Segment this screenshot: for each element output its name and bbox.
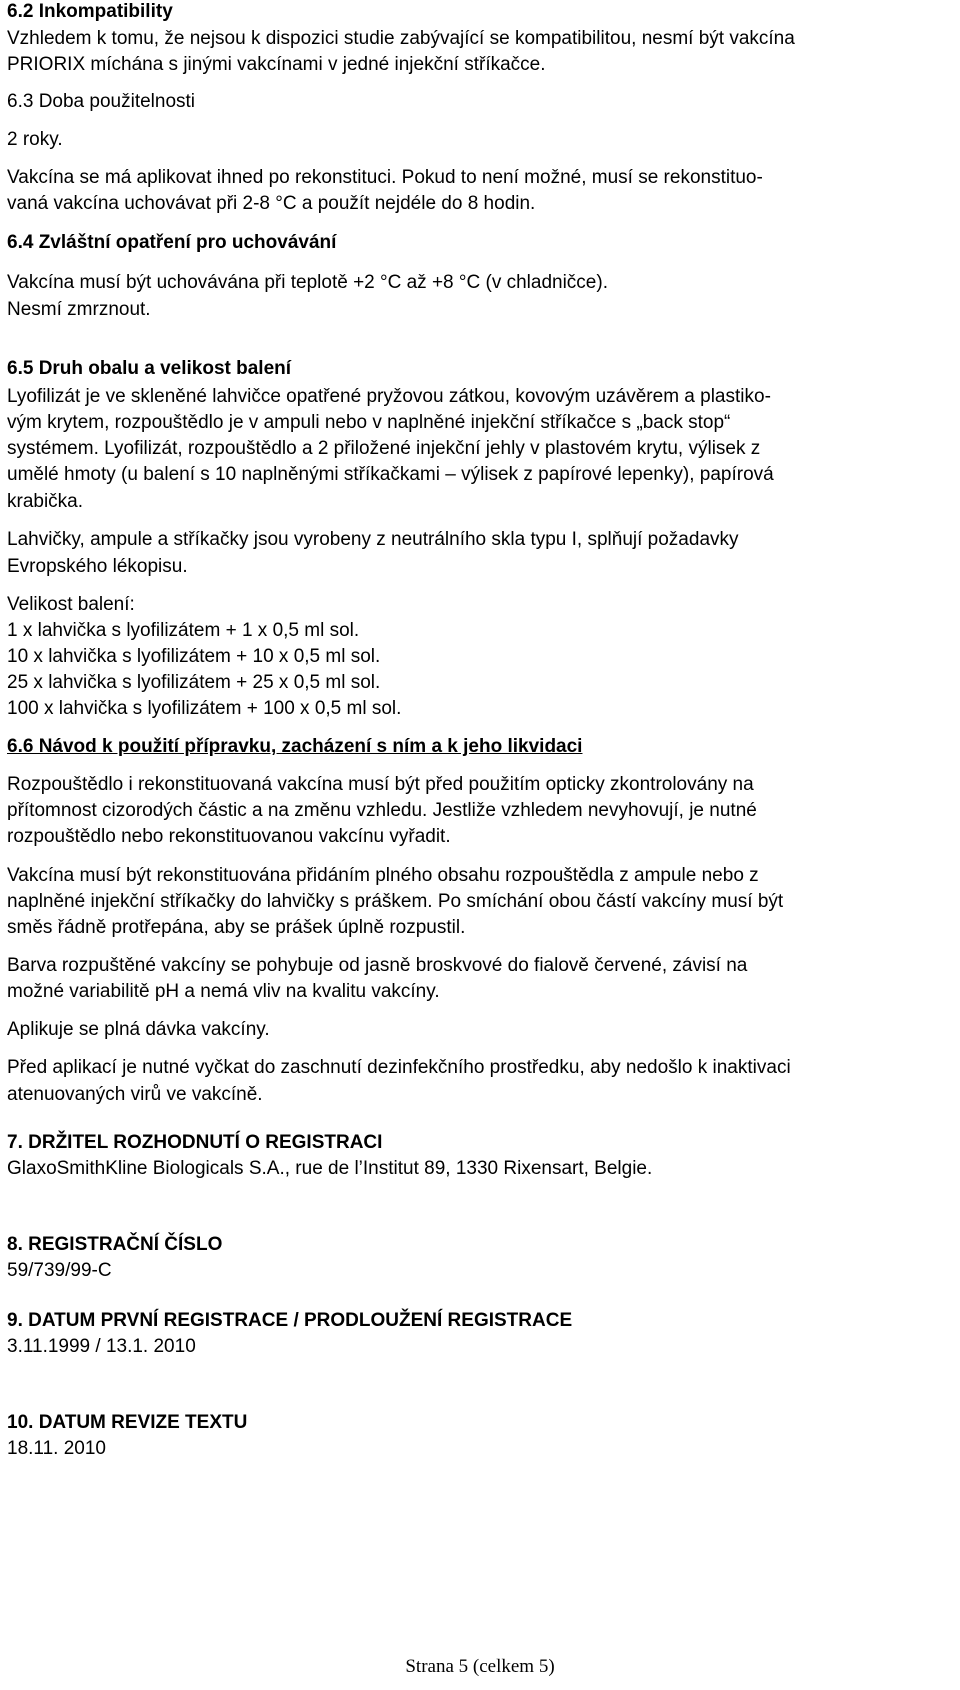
text-line: Barva rozpuštěné vakcíny se pohybuje od jasně broskvové do fialově červené, závisí na [7,955,748,976]
text-line: Aplikuje se plná dávka vakcíny. [7,1019,270,1040]
text-line: Evropského lékopisu. [7,556,188,577]
text-line: Vakcína se má aplikovat ihned po rekonstituci. Pokud to není možné, musí se rekonstituo- [7,167,763,188]
page-footer: Strana 5 (celkem 5) [405,1656,555,1677]
text-line: 18.11. 2010 [7,1438,106,1459]
text-line: 59/739/99-C [7,1260,112,1281]
text-line: směs řádně protřepána, aby se prášek úplně rozpustil. [7,917,466,938]
section-9-heading: 9. DATUM PRVNÍ REGISTRACE / PRODLOUŽENÍ REGISTRACE [7,1310,573,1331]
text-line: atenuovaných virů ve vakcíně. [7,1084,263,1105]
text-line: 2 roky. [7,129,63,150]
text-line: naplněné injekční stříkačky do lahvičky s práškem. Po smíchání obou částí vakcíny musí být [7,891,784,912]
list-item: 1 x lahvička s lyofilizátem + 1 x 0,5 ml sol. [7,620,360,641]
list-item: 100 x lahvička s lyofilizátem + 100 x 0,5 ml sol. [7,698,402,719]
section-6-6-heading: 6.6 Návod k použití přípravku, zacházení s ním a k jeho likvidaci [7,736,583,757]
section-6-2-heading: 6.2 Inkompatibility [7,1,173,22]
list-item: 10 x lahvička s lyofilizátem + 10 x 0,5 ml sol. [7,646,381,667]
list-item: 25 x lahvička s lyofilizátem + 25 x 0,5 ml sol. [7,672,381,693]
text-line: Před aplikací je nutné vyčkat do zaschnutí dezinfekčního prostředku, aby nedošlo k inaktivaci [7,1057,791,1078]
text-line: vým krytem, rozpouštědlo je v ampuli nebo v naplněné injekční stříkačce s „back stop“ [7,412,731,433]
text-line: 3.11.1999 / 13.1. 2010 [7,1336,196,1357]
section-6-3-heading: 6.3 Doba použitelnosti [7,91,196,112]
text-line: GlaxoSmithKline Biologicals S.A., rue de l’Institut 89, 1330 Rixensart, Belgie. [7,1158,653,1179]
section-6-4-heading: 6.4 Zvláštní opatření pro uchovávání [7,232,337,253]
text-line: vaná vakcína uchovávat při 2-8 °C a použít nejdéle do 8 hodin. [7,193,536,214]
text-line: rozpouštědlo nebo rekonstituovanou vakcínu vyřadit. [7,826,451,847]
text-line: umělé hmoty (u balení s 10 naplněnými stříkačkami – výlisek z papírové lepenky), papírová [7,464,774,485]
text-line: Vakcína musí být uchovávána při teplotě +2 °C až +8 °C (v chladničce). [7,272,608,293]
text-line: Vzhledem k tomu, že nejsou k dispozici studie zabývající se kompatibilitou, nesmí být vakcína [7,28,795,49]
text-line: Rozpouštědlo i rekonstituovaná vakcína musí být před použitím opticky zkontrolovány na [7,774,754,795]
section-6-5-heading: 6.5 Druh obalu a velikost balení [7,358,292,379]
text-line: systémem. Lyofilizát, rozpouštědlo a 2 přiložené injekční jehly v plastovém krytu, výlisek z [7,438,761,459]
text-line: možné variabilitě pH a nemá vliv na kvalitu vakcíny. [7,981,440,1002]
text-line: Vakcína musí být rekonstituována přidáním plného obsahu rozpouštědla z ampule nebo z [7,865,759,886]
text-line: Lyofilizát je ve skleněné lahvičce opatřené pryžovou zátkou, kovovým uzávěrem a plastiko- [7,386,771,407]
section-7-heading: 7. DRŽITEL ROZHODNUTÍ O REGISTRACI [7,1132,383,1153]
text-line: krabička. [7,491,84,512]
text-line: Nesmí zmrznout. [7,299,151,320]
text-line: přítomnost cizorodých částic a na změnu vzhledu. Jestliže vzhledem nevyhovují, je nutné [7,800,757,821]
text-line: PRIORIX míchána s jinými vakcínami v jedné injekční stříkačce. [7,54,546,75]
section-10-heading: 10. DATUM REVIZE TEXTU [7,1412,248,1433]
section-8-heading: 8. REGISTRAČNÍ ČÍSLO [7,1234,223,1255]
text-line: Velikost balení: [7,594,135,615]
text-line: Lahvičky, ampule a stříkačky jsou vyrobeny z neutrálního skla typu I, splňují požadavky [7,529,739,550]
